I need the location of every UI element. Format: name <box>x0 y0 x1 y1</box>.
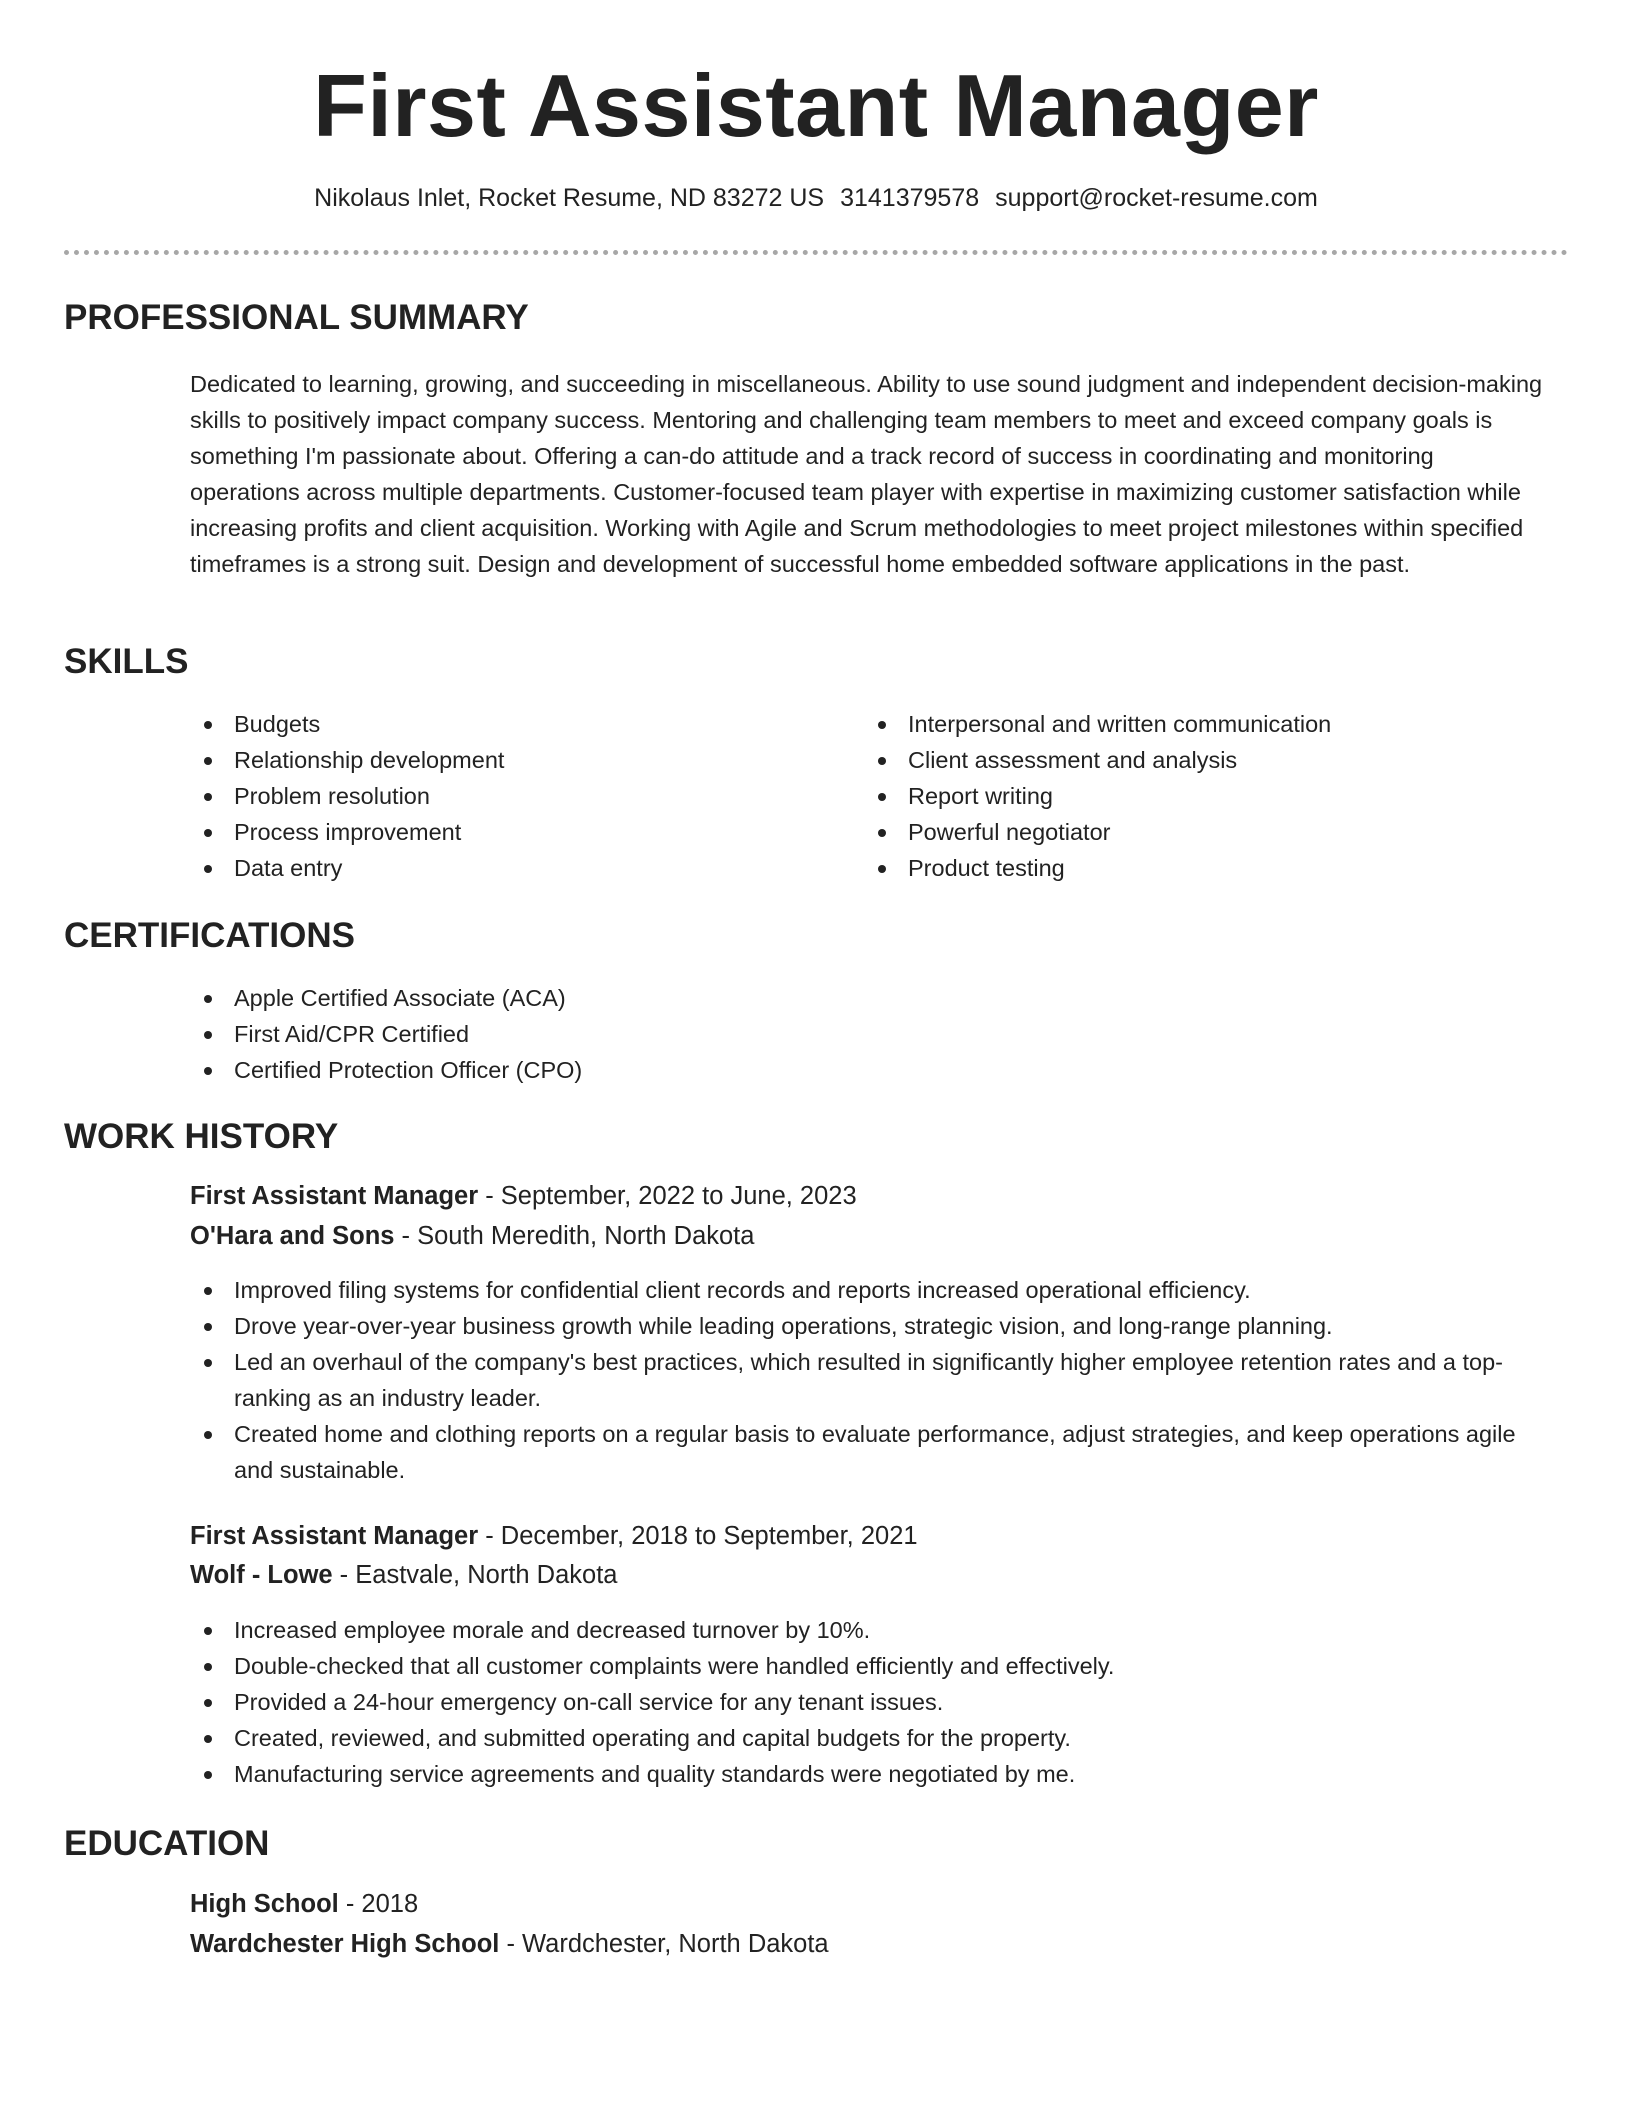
skill-item: Powerful negotiator <box>864 814 1544 850</box>
job-role: First Assistant Manager <box>190 1182 479 1210</box>
contact-phone: 3141379578 <box>840 184 980 212</box>
job-title-line <box>190 1178 857 1214</box>
job-company-line <box>190 1557 617 1593</box>
job-bullet: Increased employee morale and decreased turnover by 10%. <box>190 1612 1530 1648</box>
skill-item: Interpersonal and written communication <box>864 706 1544 742</box>
contact-address: Nikolaus Inlet, Rocket Resume, ND 83272 US <box>314 184 825 212</box>
job-title-line <box>190 1518 918 1554</box>
skills-heading: SKILLS <box>64 642 189 681</box>
job-bullet: Double-checked that all customer complaints were handled efficiently and effectively. <box>190 1648 1530 1684</box>
skill-item: Product testing <box>864 850 1544 886</box>
summary-text: Dedicated to learning, growing, and succeeding in miscellaneous. Ability to use sound judgment and independent decision-making skills to positively impact company success. Mentoring and challenging team members to meet and exceed company goals is something I'm passionate about. Offering a can-do attitude and a track record of success in coordinating and monitoring operations across multiple departments. Customer-focused team player with expertise in maximizing customer satisfaction while increasing profits and client acquisition. Working with Agile and Scrum methodologies to meet project milestones within specified timeframes is a strong suit. Design and development of successful home embedded software applications in the past. <box>190 371 1543 577</box>
job-bullets <box>190 1612 1530 1792</box>
summary-heading: PROFESSIONAL SUMMARY <box>64 298 529 337</box>
education-degree-line <box>190 1886 418 1922</box>
work-history-heading: WORK HISTORY <box>64 1117 339 1156</box>
job-location: - South Meredith, North Dakota <box>394 1222 755 1250</box>
education-school-line <box>190 1926 829 1962</box>
header-divider <box>64 250 1568 255</box>
certifications-list <box>190 980 1490 1088</box>
job-bullet: Created, reviewed, and submitted operating and capital budgets for the property. <box>190 1720 1530 1756</box>
job-bullet: Led an overhaul of the company's best practices, which resulted in significantly higher employee retention rates and a top-ranking as an industry leader. <box>190 1344 1530 1416</box>
job-bullet: Provided a 24-hour emergency on-call service for any tenant issues. <box>190 1684 1530 1720</box>
skill-item: Budgets <box>190 706 830 742</box>
skill-item: Data entry <box>190 850 830 886</box>
resume-name: First Assistant Manager <box>313 56 1319 155</box>
job-dates: - December, 2018 to September, 2021 <box>478 1522 918 1550</box>
job-bullet: Improved filing systems for confidential client records and reports increased operational efficiency. <box>190 1272 1530 1308</box>
contact-email: support@rocket-resume.com <box>995 184 1318 212</box>
education-school: Wardchester High School <box>190 1930 500 1958</box>
job-dates: - September, 2022 to June, 2023 <box>478 1182 857 1210</box>
skill-item: Problem resolution <box>190 778 830 814</box>
skill-item: Client assessment and analysis <box>864 742 1544 778</box>
job-company: Wolf - Lowe <box>190 1561 333 1589</box>
education-heading: EDUCATION <box>64 1824 270 1863</box>
certification-item: First Aid/CPR Certified <box>190 1016 1490 1052</box>
certification-item: Apple Certified Associate (ACA) <box>190 980 1490 1016</box>
job-bullet: Drove year-over-year business growth while leading operations, strategic vision, and long-range planning. <box>190 1308 1530 1344</box>
skill-item: Relationship development <box>190 742 830 778</box>
skills-list-left <box>190 706 830 886</box>
job-bullet: Manufacturing service agreements and quality standards were negotiated by me. <box>190 1756 1530 1792</box>
education-location: - Wardchester, North Dakota <box>499 1930 829 1958</box>
skills-list-right <box>864 706 1544 886</box>
skill-item: Process improvement <box>190 814 830 850</box>
education-degree: High School <box>190 1890 339 1918</box>
job-bullets <box>190 1272 1530 1488</box>
certification-item: Certified Protection Officer (CPO) <box>190 1052 1490 1088</box>
contact-line <box>0 180 1632 216</box>
job-bullet: Created home and clothing reports on a regular basis to evaluate performance, adjust strategies, and keep operations agile and sustainable. <box>190 1416 1530 1488</box>
job-location: - Eastvale, North Dakota <box>332 1561 618 1589</box>
job-company-line <box>190 1218 754 1254</box>
job-role: First Assistant Manager <box>190 1522 479 1550</box>
job-company: O'Hara and Sons <box>190 1222 395 1250</box>
certifications-heading: CERTIFICATIONS <box>64 916 356 955</box>
skill-item: Report writing <box>864 778 1544 814</box>
education-year: - 2018 <box>338 1890 419 1918</box>
